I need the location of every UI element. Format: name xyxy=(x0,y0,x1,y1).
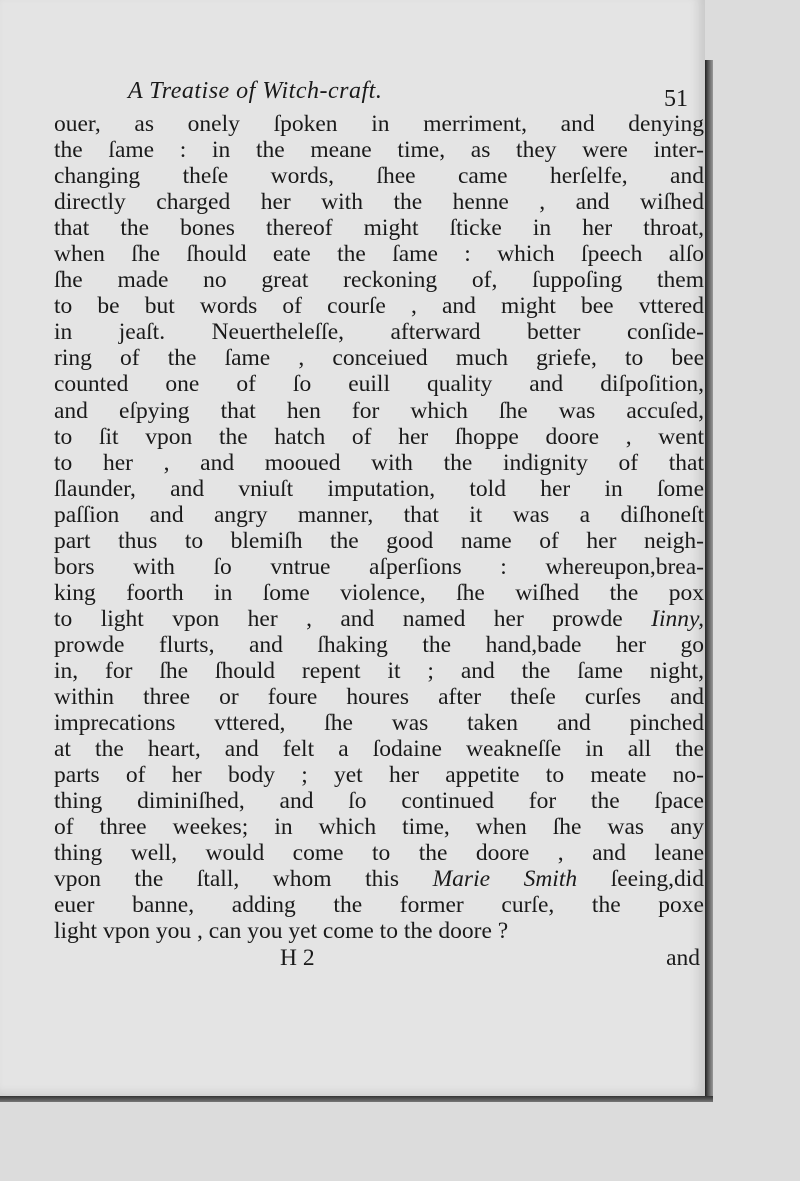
page-footer xyxy=(280,945,700,975)
text-line: imprecations vttered, ſhe was taken and pinched xyxy=(54,710,704,737)
text-line: thing diminiſhed, and ſo continued for the ſpace xyxy=(54,788,704,815)
text-line: light vpon you , can you yet come to the doore ? xyxy=(54,918,509,945)
text-line: part thus to blemiſh the good name of her neigh- xyxy=(54,527,704,554)
text-line: changing theſe words, ſhee came herſelfe, and xyxy=(54,163,704,190)
text-line: thing well, would come to the doore , and leane xyxy=(54,840,704,867)
page-header xyxy=(128,72,688,112)
bottom-edge-shadow xyxy=(0,1096,713,1102)
text-line: that the bones thereof might ſticke in her throat, xyxy=(54,215,704,242)
text-line: prowde flurts, and ſhaking the hand,bade her go xyxy=(54,631,704,658)
text-line: within three or foure houres after theſe curſes and xyxy=(54,684,704,711)
italic-word: Iinny, xyxy=(651,605,705,632)
signature-mark: H 2 xyxy=(280,945,315,971)
catchword: and xyxy=(666,945,700,971)
text-segment: to light vpon her , and named her prowde xyxy=(54,605,623,632)
running-title: A Treatise of Witch-craft. xyxy=(128,78,383,104)
text-line: euer banne, adding the former curſe, the poxe xyxy=(54,892,704,919)
text-line: to ſit vpon the hatch of her ſhoppe doore , went xyxy=(54,423,704,450)
text-line-with-italic xyxy=(54,606,704,632)
text-line: ſlaunder, and vniuſt imputation, told her in ſome xyxy=(54,475,704,502)
text-line: counted one of ſo euill quality and diſpoſition, xyxy=(54,371,704,398)
italic-name: Marie Smith xyxy=(432,866,578,893)
text-line: in, for ſhe ſhould repent it ; and the ſame night, xyxy=(54,657,704,684)
text-line-with-italic xyxy=(54,866,704,892)
text-segment: ſeeing,did xyxy=(610,866,705,893)
text-line: parts of her body ; yet her appetite to meate no- xyxy=(54,762,704,789)
text-line: king foorth in ſome violence, ſhe wiſhed the pox xyxy=(54,579,704,606)
text-line: bors with ſo vntrue aſperſions : whereupon,brea- xyxy=(54,553,704,580)
text-line: to be but words of courſe , and might bee vttered xyxy=(54,293,704,320)
text-line: to her , and mooued with the indignity of that xyxy=(54,449,704,476)
text-line: of three weekes; in which time, when ſhe was any xyxy=(54,814,704,841)
text-line: directly charged her with the henne , and wiſhed xyxy=(54,189,704,216)
text-line: ſhe made no great reckoning of, ſuppoſing them xyxy=(54,267,704,294)
text-line: in jeaſt. Neuertheleſſe, afterward better conſide- xyxy=(54,319,704,346)
text-line: ring of the ſame , conceiued much griefe, to bee xyxy=(54,345,704,372)
text-line: ouer, as onely ſpoken in merriment, and denying xyxy=(54,111,704,137)
text-line: when ſhe ſhould eate the ſame : which ſpeech alſo xyxy=(54,241,704,268)
page-edge-shadow xyxy=(705,60,713,1100)
text-line: at the heart, and felt a ſodaine weakneſſe in all the xyxy=(54,736,704,763)
body-text xyxy=(54,111,704,945)
text-line: and eſpying that hen for which ſhe was accuſed, xyxy=(54,397,704,424)
text-line: paſſion and angry manner, that it was a diſhoneſt xyxy=(54,501,704,528)
text-segment: vpon the ſtall, whom this xyxy=(54,866,400,893)
text-line: the ſame : in the meane time, as they were inter- xyxy=(54,137,704,164)
page-number: 51 xyxy=(664,86,688,112)
